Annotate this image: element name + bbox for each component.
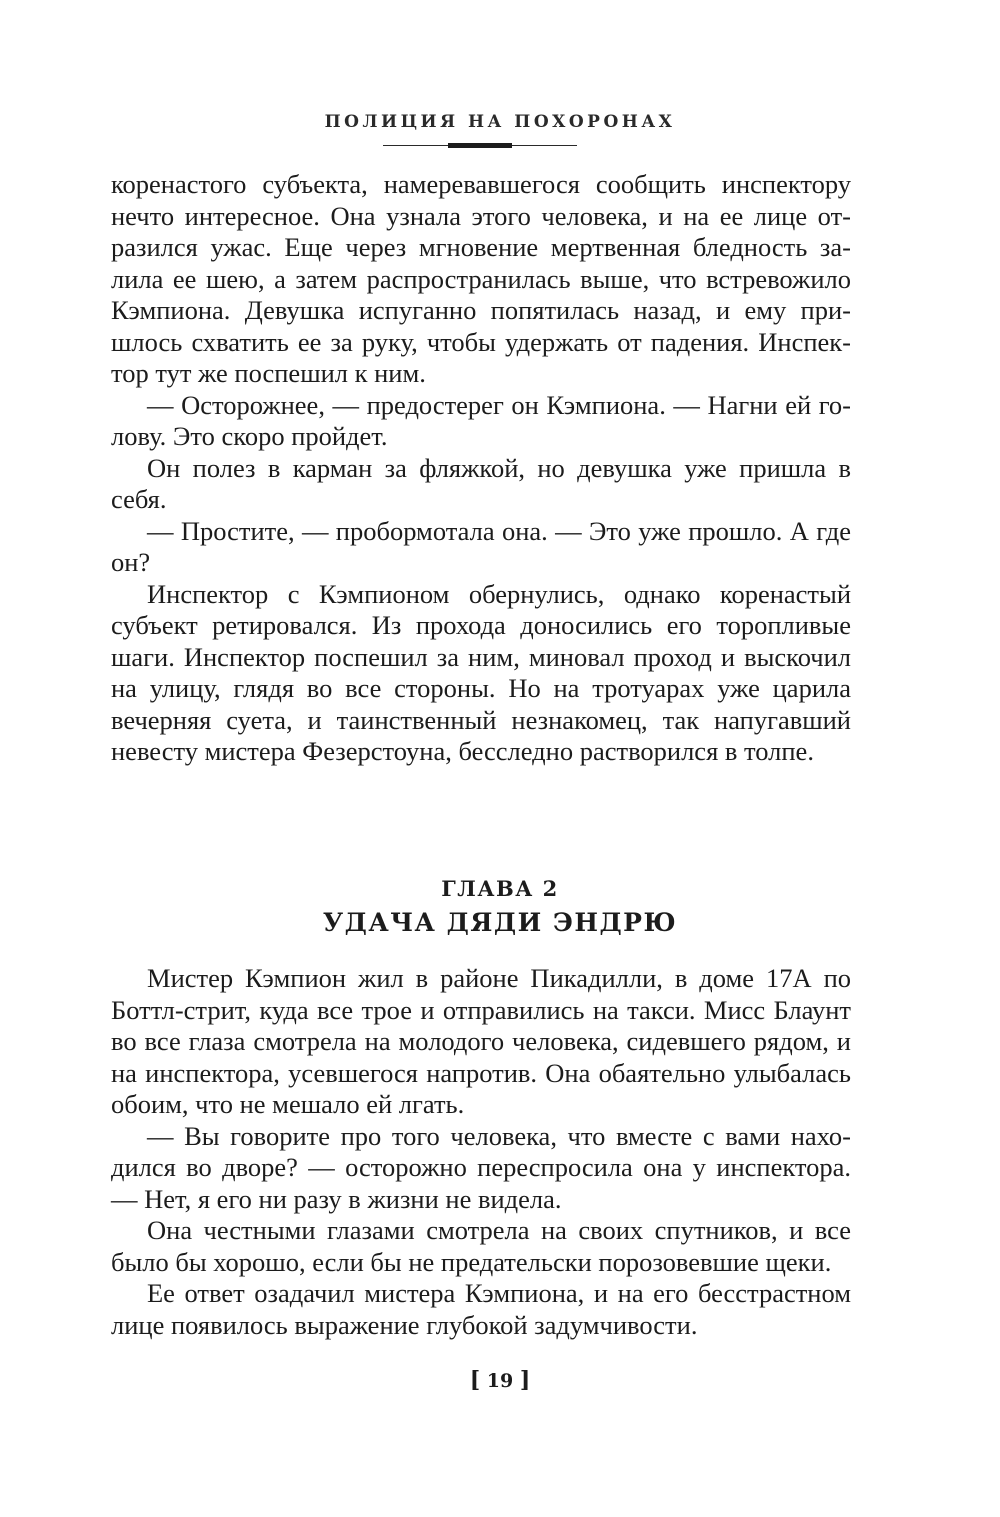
page-number-value: 19 (486, 1370, 514, 1392)
chapter-label: ГЛАВА 2 (441, 876, 559, 901)
paragraph: Мистер Кэмпион жил в районе Пикадилли, в доме 17А по Боттл-стрит, куда все трое и отправились на такси. Мисс Блаунт во все глаза смотрела на молодого человека, сидевшего рядом, и на инспектора, усевшегося напротив. Она обаятельно улыбалась обоим, что не мешало ей лгать. (111, 963, 851, 1119)
chapter-title: УДАЧА ДЯДИ ЭНДРЮ (322, 908, 678, 937)
paragraph: коренастого субъекта, намеревавшегося сообщить инспектору нечто интересное. Она узнала этого человека, и на ее лице отразился ужас. Еще через мгновение мертвенная бледность залила ее шею, а затем распространилась выше, что встревожило Кэмпиона. Девушка испуганно попятилась назад, и ему пришлось схватить ее за руку, чтобы удержать от падения. Инспектор тут же поспешил к ним. (111, 169, 851, 388)
page-number-bracket-right: ] (519, 1367, 531, 1393)
paragraph: — Простите, — пробормотала она. — Это уже прошло. А где он? (111, 515, 851, 577)
running-head-rule-accent (448, 143, 512, 148)
paragraph: — Вы говорите про того человека, что вместе с вами находился во дворе? — осторожно переспросила она у инспектора. — Нет, я его ни разу в жизни не видела. (111, 1120, 851, 1214)
page-number-bracket-left: [ (469, 1367, 481, 1393)
paragraph: — Осторожнее, — предостерег он Кэмпиона. — Нагни ей голову. Это скоро пройдет. (111, 389, 851, 451)
text-block-before-chapter (111, 169, 851, 768)
running-head: ПОЛИЦИЯ НА ПОХОРОНАХ (324, 112, 676, 132)
paragraph: Она честными глазами смотрела на своих спутников, и все было бы хорошо, если бы не предательски порозовевшие щеки. (111, 1215, 851, 1277)
text-block-chapter-2 (111, 963, 851, 1341)
page-number (0, 1367, 1000, 1393)
paragraph: Ее ответ озадачил мистера Кэмпиона, и на его бесстрастном лице появилось выражение глубокой задумчивости. (111, 1278, 851, 1340)
paragraph: Инспектор с Кэмпионом обернулись, однако коренастый субъект ретировался. Из прохода доносились его торопливые шаги. Инспектор поспешил за ним, миновал проход и выскочил на улицу, глядя во все стороны. Но на тротуарах уже царила вечерняя суета, и таинственный незнакомец, так напугавший невесту мистера Фезерстоуна, бесследно растворился в толпе. (111, 578, 851, 766)
paragraph: Он полез в карман за фляжкой, но девушка уже пришла в себя. (111, 452, 851, 514)
